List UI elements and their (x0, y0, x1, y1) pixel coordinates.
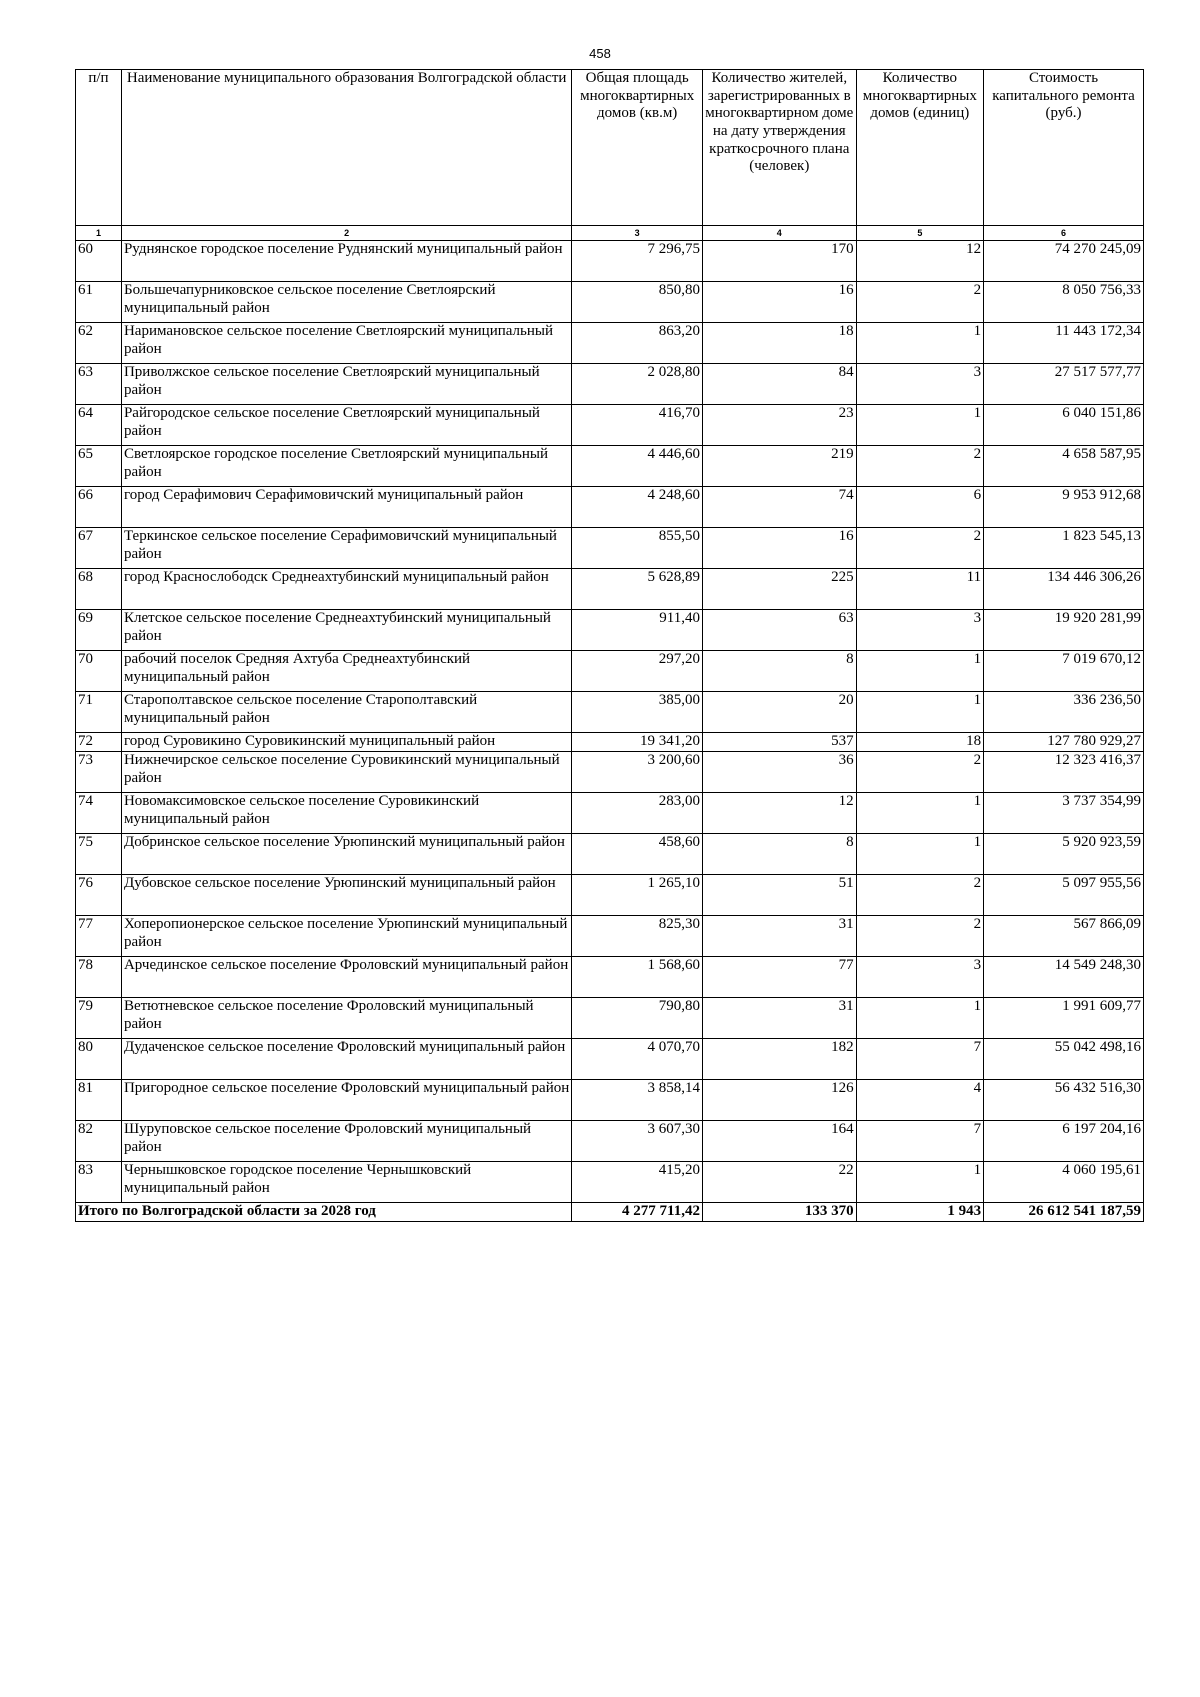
row-residents: 63 (702, 610, 856, 651)
row-municipality-name: Клетское сельское поселение Среднеахтубинский муниципальный район (121, 610, 571, 651)
row-index: 76 (76, 875, 122, 916)
row-cost: 14 549 248,30 (984, 957, 1144, 998)
row-cost: 127 780 929,27 (984, 733, 1144, 752)
row-houses: 2 (856, 528, 983, 569)
column-number: 3 (572, 226, 703, 241)
row-area: 415,20 (572, 1162, 703, 1203)
row-cost: 4 658 587,95 (984, 446, 1144, 487)
row-index: 73 (76, 752, 122, 793)
total-residents: 133 370 (702, 1203, 856, 1222)
row-residents: 18 (702, 323, 856, 364)
table-body (76, 241, 1144, 1203)
row-residents: 182 (702, 1039, 856, 1080)
row-index: 61 (76, 282, 122, 323)
table-row (76, 487, 1144, 528)
row-index: 80 (76, 1039, 122, 1080)
row-municipality-name: Новомаксимовское сельское поселение Суровикинский муниципальный район (121, 793, 571, 834)
row-municipality-name: Добринское сельское поселение Урюпинский муниципальный район (121, 834, 571, 875)
table-row (76, 446, 1144, 487)
row-area: 4 446,60 (572, 446, 703, 487)
row-houses: 6 (856, 487, 983, 528)
row-index: 74 (76, 793, 122, 834)
column-number: 5 (856, 226, 983, 241)
row-cost: 9 953 912,68 (984, 487, 1144, 528)
header-residents: Количество жителей, зарегистрированных в многоквартирном доме на дату утверждения краткосрочного плана (человек) (702, 70, 856, 226)
row-municipality-name: Шуруповское сельское поселение Фроловский муниципальный район (121, 1121, 571, 1162)
header-row (76, 70, 1144, 226)
row-cost: 12 323 416,37 (984, 752, 1144, 793)
row-houses: 1 (856, 793, 983, 834)
header-area: Общая площадь многоквартирных домов (кв.м) (572, 70, 703, 226)
row-houses: 2 (856, 282, 983, 323)
row-index: 62 (76, 323, 122, 364)
table-row (76, 323, 1144, 364)
row-residents: 164 (702, 1121, 856, 1162)
row-cost: 55 042 498,16 (984, 1039, 1144, 1080)
table-row (76, 1162, 1144, 1203)
row-residents: 225 (702, 569, 856, 610)
row-residents: 126 (702, 1080, 856, 1121)
row-index: 79 (76, 998, 122, 1039)
row-municipality-name: город Краснослободск Среднеахтубинский муниципальный район (121, 569, 571, 610)
row-municipality-name: Приволжское сельское поселение Светлоярский муниципальный район (121, 364, 571, 405)
row-municipality-name: Нижнечирское сельское поселение Суровикинский муниципальный район (121, 752, 571, 793)
row-cost: 11 443 172,34 (984, 323, 1144, 364)
row-area: 283,00 (572, 793, 703, 834)
table-row (76, 875, 1144, 916)
row-index: 78 (76, 957, 122, 998)
row-area: 297,20 (572, 651, 703, 692)
row-residents: 31 (702, 998, 856, 1039)
row-residents: 12 (702, 793, 856, 834)
row-houses: 1 (856, 834, 983, 875)
row-index: 68 (76, 569, 122, 610)
row-houses: 18 (856, 733, 983, 752)
row-area: 1 265,10 (572, 875, 703, 916)
row-houses: 4 (856, 1080, 983, 1121)
row-area: 825,30 (572, 916, 703, 957)
row-houses: 7 (856, 1121, 983, 1162)
table-row (76, 1080, 1144, 1121)
page-number: 458 (589, 46, 611, 61)
column-number-row (76, 226, 1144, 241)
row-residents: 74 (702, 487, 856, 528)
row-cost: 134 446 306,26 (984, 569, 1144, 610)
total-houses: 1 943 (856, 1203, 983, 1222)
column-number: 2 (121, 226, 571, 241)
row-residents: 51 (702, 875, 856, 916)
row-houses: 1 (856, 323, 983, 364)
row-cost: 19 920 281,99 (984, 610, 1144, 651)
row-houses: 2 (856, 875, 983, 916)
row-area: 4 070,70 (572, 1039, 703, 1080)
row-area: 7 296,75 (572, 241, 703, 282)
row-area: 2 028,80 (572, 364, 703, 405)
row-municipality-name: Арчединское сельское поселение Фроловский муниципальный район (121, 957, 571, 998)
row-index: 63 (76, 364, 122, 405)
total-row (76, 1203, 1144, 1222)
row-houses: 1 (856, 405, 983, 446)
row-index: 77 (76, 916, 122, 957)
row-municipality-name: Большечапурниковское сельское поселение Светлоярский муниципальный район (121, 282, 571, 323)
row-municipality-name: Старополтавское сельское поселение Старополтавский муниципальный район (121, 692, 571, 733)
row-cost: 5 920 923,59 (984, 834, 1144, 875)
row-residents: 8 (702, 651, 856, 692)
row-municipality-name: Руднянское городское поселение Руднянский муниципальный район (121, 241, 571, 282)
row-area: 911,40 (572, 610, 703, 651)
table-row (76, 569, 1144, 610)
header-houses: Количество многоквартирных домов (единиц) (856, 70, 983, 226)
row-cost: 6 197 204,16 (984, 1121, 1144, 1162)
row-municipality-name: Теркинское сельское поселение Серафимовичский муниципальный район (121, 528, 571, 569)
row-cost: 4 060 195,61 (984, 1162, 1144, 1203)
header-cost: Стоимость капитального ремонта (руб.) (984, 70, 1144, 226)
table-row (76, 364, 1144, 405)
row-area: 4 248,60 (572, 487, 703, 528)
row-area: 458,60 (572, 834, 703, 875)
table-row (76, 241, 1144, 282)
table-row (76, 998, 1144, 1039)
row-cost: 56 432 516,30 (984, 1080, 1144, 1121)
row-municipality-name: город Суровикино Суровикинский муниципальный район (121, 733, 571, 752)
row-cost: 1 823 545,13 (984, 528, 1144, 569)
total-area: 4 277 711,42 (572, 1203, 703, 1222)
row-cost: 5 097 955,56 (984, 875, 1144, 916)
total-label: Итого по Волгоградской области за 2028 год (76, 1203, 572, 1222)
row-cost: 74 270 245,09 (984, 241, 1144, 282)
row-area: 855,50 (572, 528, 703, 569)
row-municipality-name: город Серафимович Серафимовичский муниципальный район (121, 487, 571, 528)
row-residents: 16 (702, 282, 856, 323)
row-houses: 2 (856, 752, 983, 793)
row-index: 71 (76, 692, 122, 733)
table-row (76, 528, 1144, 569)
table-row (76, 1039, 1144, 1080)
row-residents: 22 (702, 1162, 856, 1203)
table-row (76, 793, 1144, 834)
row-municipality-name: Дубовское сельское поселение Урюпинский муниципальный район (121, 875, 571, 916)
row-houses: 1 (856, 998, 983, 1039)
row-houses: 7 (856, 1039, 983, 1080)
table-row (76, 282, 1144, 323)
header-idx: п/п (76, 70, 122, 226)
row-residents: 31 (702, 916, 856, 957)
row-index: 69 (76, 610, 122, 651)
row-area: 1 568,60 (572, 957, 703, 998)
row-municipality-name: рабочий поселок Средняя Ахтуба Среднеахтубинский муниципальный район (121, 651, 571, 692)
table-row (76, 651, 1144, 692)
row-residents: 8 (702, 834, 856, 875)
row-residents: 170 (702, 241, 856, 282)
table-row (76, 610, 1144, 651)
row-municipality-name: Пригородное сельское поселение Фроловский муниципальный район (121, 1080, 571, 1121)
capital-repair-table (75, 69, 1144, 1222)
table-row (76, 405, 1144, 446)
table-row (76, 916, 1144, 957)
row-cost: 1 991 609,77 (984, 998, 1144, 1039)
row-area: 3 858,14 (572, 1080, 703, 1121)
row-houses: 11 (856, 569, 983, 610)
column-number: 1 (76, 226, 122, 241)
row-area: 19 341,20 (572, 733, 703, 752)
row-residents: 23 (702, 405, 856, 446)
row-residents: 16 (702, 528, 856, 569)
row-area: 3 200,60 (572, 752, 703, 793)
row-area: 5 628,89 (572, 569, 703, 610)
row-houses: 2 (856, 446, 983, 487)
row-municipality-name: Ветютневское сельское поселение Фроловский муниципальный район (121, 998, 571, 1039)
row-cost: 567 866,09 (984, 916, 1144, 957)
row-index: 64 (76, 405, 122, 446)
header-name: Наименование муниципального образования Волгоградской области (121, 70, 571, 226)
row-cost: 6 040 151,86 (984, 405, 1144, 446)
row-houses: 2 (856, 916, 983, 957)
table-row (76, 834, 1144, 875)
row-index: 65 (76, 446, 122, 487)
row-houses: 3 (856, 957, 983, 998)
row-residents: 20 (702, 692, 856, 733)
row-cost: 7 019 670,12 (984, 651, 1144, 692)
row-index: 83 (76, 1162, 122, 1203)
table-row (76, 957, 1144, 998)
row-municipality-name: Наримановское сельское поселение Светлоярский муниципальный район (121, 323, 571, 364)
row-houses: 1 (856, 1162, 983, 1203)
row-index: 81 (76, 1080, 122, 1121)
table-row (76, 752, 1144, 793)
row-area: 863,20 (572, 323, 703, 364)
column-number: 4 (702, 226, 856, 241)
row-cost: 3 737 354,99 (984, 793, 1144, 834)
row-houses: 1 (856, 692, 983, 733)
row-index: 70 (76, 651, 122, 692)
row-residents: 537 (702, 733, 856, 752)
row-houses: 12 (856, 241, 983, 282)
row-index: 66 (76, 487, 122, 528)
row-cost: 8 050 756,33 (984, 282, 1144, 323)
row-area: 416,70 (572, 405, 703, 446)
row-residents: 77 (702, 957, 856, 998)
row-houses: 3 (856, 610, 983, 651)
row-municipality-name: Хоперопионерское сельское поселение Урюпинский муниципальный район (121, 916, 571, 957)
row-municipality-name: Райгородское сельское поселение Светлоярский муниципальный район (121, 405, 571, 446)
row-index: 72 (76, 733, 122, 752)
row-residents: 36 (702, 752, 856, 793)
row-cost: 336 236,50 (984, 692, 1144, 733)
row-index: 60 (76, 241, 122, 282)
column-number: 6 (984, 226, 1144, 241)
row-houses: 1 (856, 651, 983, 692)
table-row (76, 733, 1144, 752)
row-residents: 84 (702, 364, 856, 405)
row-residents: 219 (702, 446, 856, 487)
row-index: 82 (76, 1121, 122, 1162)
row-area: 3 607,30 (572, 1121, 703, 1162)
row-area: 790,80 (572, 998, 703, 1039)
row-index: 75 (76, 834, 122, 875)
row-municipality-name: Чернышковское городское поселение Чернышковский муниципальный район (121, 1162, 571, 1203)
row-municipality-name: Дудаченское сельское поселение Фроловский муниципальный район (121, 1039, 571, 1080)
row-area: 385,00 (572, 692, 703, 733)
row-municipality-name: Светлоярское городское поселение Светлоярский муниципальный район (121, 446, 571, 487)
total-cost: 26 612 541 187,59 (984, 1203, 1144, 1222)
row-area: 850,80 (572, 282, 703, 323)
row-houses: 3 (856, 364, 983, 405)
row-index: 67 (76, 528, 122, 569)
table-row (76, 692, 1144, 733)
row-cost: 27 517 577,77 (984, 364, 1144, 405)
table-row (76, 1121, 1144, 1162)
